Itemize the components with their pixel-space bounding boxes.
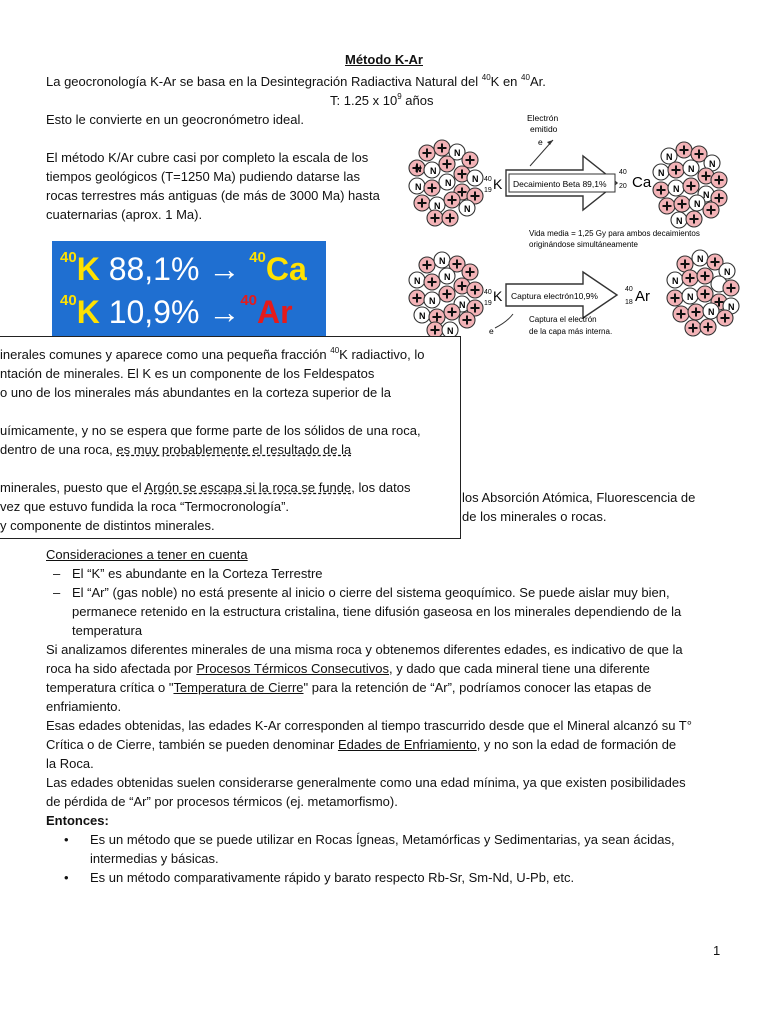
intro-line-3: Esto le convierte en un geocronómetro ideal. <box>46 112 304 127</box>
svg-text:N: N <box>439 256 446 266</box>
body-line: enfriamiento. <box>46 699 122 714</box>
popup-line: minerales, puesto que el Argón se escapa si la roca se funde, los datos <box>0 480 411 495</box>
svg-text:N: N <box>697 254 704 264</box>
body-line: la Roca. <box>46 756 94 771</box>
svg-text:N: N <box>454 148 461 158</box>
hidden-text-line: de los minerales o rocas. <box>462 509 607 524</box>
para2-line: rocas terrestres más antiguas (de más de 3000 Ma) hasta <box>46 188 380 203</box>
consideration-item: El “Ar” (gas noble) no está presente al inicio o cierre del sistema geoquímico. Se puede aislar muy bien, <box>72 585 670 600</box>
svg-text:de la capa más interna.: de la capa más interna. <box>529 327 613 336</box>
popup-line: ntación de minerales. El K es un componente de los Feldespatos <box>0 366 375 381</box>
svg-text:N: N <box>445 178 452 188</box>
popup-line: uímicamente, y no se espera que forme parte de los sólidos de una roca, <box>0 423 421 438</box>
decay-diagram <box>405 108 745 343</box>
consideration-item: El “K” es abundante en la Corteza Terrestre <box>72 566 323 581</box>
k-nucleus-bottom <box>409 252 483 338</box>
svg-text:Ca: Ca <box>632 174 652 191</box>
consideration-item-cont: temperatura <box>72 623 143 638</box>
svg-text:N: N <box>672 276 679 286</box>
svg-text:N: N <box>464 204 471 214</box>
body-line: de pérdida de “Ar” por procesos térmicos (ej. metamorfismo). <box>46 794 398 809</box>
body-line: Si analizamos diferentes minerales de una misma roca y obtenemos diferentes edades, es indicativo de que la <box>46 642 683 657</box>
para2-line: El método K/Ar cubre casi por completo la escala de los <box>46 150 369 165</box>
svg-text:N: N <box>472 174 479 184</box>
popup-line: vez que estuvo fundida la roca “Termocronología”. <box>0 499 290 514</box>
popup-line: inerales comunes y aparece como una pequeña fracción $^{40}$K radiactivo, lo <box>0 346 425 362</box>
svg-text:N: N <box>658 168 665 178</box>
body-line: temperatura crítica o "Temperatura de Cierre" para la retención de “Ar”, podríamos conocer las etapas de <box>46 680 652 695</box>
bullet-item-cont: intermedias y básicas. <box>90 851 219 866</box>
svg-text:N: N <box>429 296 436 306</box>
dash-marker: – <box>53 566 61 581</box>
svg-text:Captura el electrón: Captura el electrón <box>529 315 597 324</box>
body-line: roca ha sido afectada por Procesos Térmicos Consecutivos, y dado que cada mineral tiene una diferente <box>46 661 650 676</box>
popup-line: dentro de una roca, es muy probablemente el resultado de la <box>0 442 352 457</box>
svg-text:N: N <box>666 152 673 162</box>
svg-text:19: 19 <box>484 187 492 194</box>
considerations-heading: Consideraciones a tener en cuenta <box>46 547 248 562</box>
svg-text:K: K <box>493 176 503 192</box>
dash-marker: – <box>53 585 61 600</box>
bullet-item: Es un método comparativamente rápido y barato respecto Rb-Sr, Sm-Nd, U-Pb, etc. <box>90 870 575 885</box>
svg-text:19: 19 <box>484 300 492 307</box>
page-title: Método K-Ar <box>345 52 423 67</box>
svg-text:18: 18 <box>625 299 633 306</box>
para2-line: cuaternarias (aprox. 1 Ma). <box>46 207 203 222</box>
svg-text:N: N <box>728 302 735 312</box>
svg-text:40: 40 <box>619 169 627 176</box>
intro-half-life: T: 1.25 x $10^9$ años <box>330 92 434 108</box>
svg-text:N: N <box>708 307 715 317</box>
body-line: Crítica o de Cierre, también se pueden denominar Edades de Enfriamiento, y no son la edad de formación de <box>46 737 677 752</box>
svg-text:N: N <box>724 267 731 277</box>
bullet-marker: • <box>64 870 69 885</box>
decay-row-ar: $^{40}$K 10,9% →$^{40}$Ar <box>60 292 293 330</box>
svg-text:Vida media = 1,25 Gy para ambo: Vida media = 1,25 Gy para ambos decaimientos <box>529 229 700 238</box>
bullet-item: Es un método que se puede utilizar en Rocas Ígneas, Metamórficas y Sedimentarias, ya sean ácidas, <box>90 832 675 847</box>
svg-text:e: e <box>538 137 543 147</box>
svg-text:N: N <box>676 216 683 226</box>
svg-text:N: N <box>694 199 701 209</box>
para2-line: tiempos geológicos (T=1250 Ma) pudiendo datarse las <box>46 169 360 184</box>
svg-text:N: N <box>415 182 422 192</box>
svg-text:40: 40 <box>484 289 492 296</box>
bullet-marker: • <box>64 832 69 847</box>
svg-text:K: K <box>493 288 503 304</box>
svg-text:N: N <box>459 300 466 310</box>
ca-nucleus <box>653 142 727 228</box>
intro-line-1: La geocronología K-Ar se basa en la Desintegración Radiactiva Natural del $^{40}$K en $^{40}$Ar. <box>46 73 546 89</box>
body-line: Esas edades obtenidas, las edades K-Ar corresponden al tiempo trascurrido desde que el Mineral alcanzó su T° <box>46 718 692 733</box>
svg-text:N: N <box>415 164 422 174</box>
svg-text:N: N <box>703 190 710 200</box>
svg-text:e: e <box>489 326 494 336</box>
svg-text:N: N <box>673 184 680 194</box>
decay-row-ca: $^{40}$K 88,1% → $^{40}$Ca <box>60 249 307 287</box>
hidden-text-line: los Absorción Atómica, Fluorescencia de <box>462 490 696 505</box>
svg-text:emitido: emitido <box>530 124 558 134</box>
svg-text:N: N <box>414 276 421 286</box>
popup-line: o uno de los minerales más abundantes en la corteza superior de la <box>0 385 391 400</box>
svg-text:N: N <box>430 166 437 176</box>
svg-text:N: N <box>419 311 426 321</box>
svg-text:N: N <box>688 164 695 174</box>
svg-text:originándose simultáneamente: originándose simultáneamente <box>529 240 638 249</box>
svg-text:N: N <box>709 159 716 169</box>
consideration-item-cont: permanece retenido en la estructura cristalina, tiene difusión gaseosa en los minerales dependiendo de la <box>72 604 682 619</box>
svg-text:40: 40 <box>625 286 633 293</box>
svg-text:Ar: Ar <box>635 288 650 305</box>
svg-text:Decaimiento Beta 89,1%: Decaimiento Beta 89,1% <box>513 179 607 189</box>
svg-text:Captura electrón10,9%: Captura electrón10,9% <box>511 291 598 301</box>
svg-text:N: N <box>687 292 694 302</box>
svg-text:N: N <box>434 201 441 211</box>
popup-line: y componente de distintos minerales. <box>0 518 215 533</box>
svg-text:20: 20 <box>619 183 627 190</box>
entonces-label: Entonces: <box>46 813 109 828</box>
page-number: 1 <box>713 943 721 958</box>
body-line: Las edades obtenidas suelen considerarse generalmente como una edad mínima, ya que existen posibilidades <box>46 775 686 790</box>
svg-text:N: N <box>444 272 451 282</box>
svg-text:N: N <box>447 326 454 336</box>
svg-text:40: 40 <box>484 176 492 183</box>
svg-text:Electrón: Electrón <box>527 113 559 123</box>
